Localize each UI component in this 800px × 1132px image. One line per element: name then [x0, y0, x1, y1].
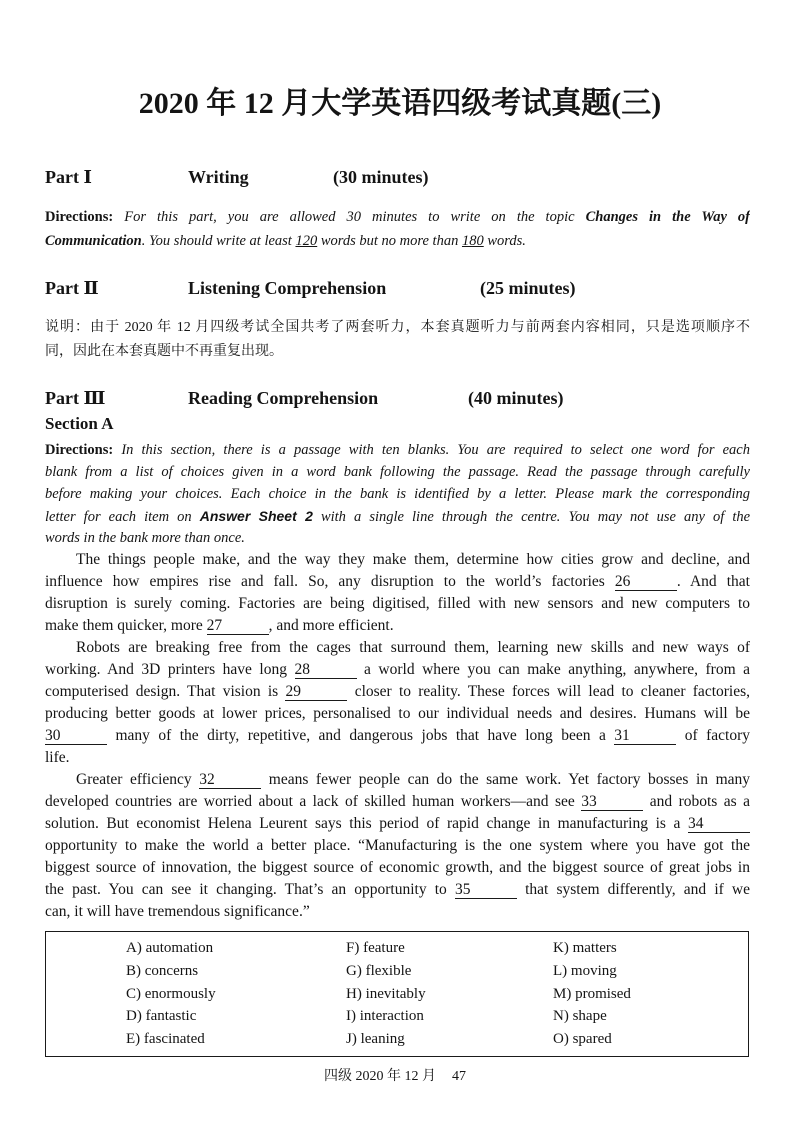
listening-note: [45, 316, 750, 364]
passage-text: Greater efficiency: [76, 771, 192, 788]
word-bank-item: [346, 960, 553, 983]
choice-letter: F): [346, 940, 360, 956]
directions-text: with a single line through the centre. You may not use any of the: [320, 509, 750, 525]
blank-29: 29: [285, 683, 347, 701]
choice-word: concerns: [144, 962, 199, 979]
section-a-directions: [45, 439, 750, 549]
directions-text: letter for each item on: [45, 509, 192, 525]
passage-line: [45, 681, 750, 703]
word-bank-item: [553, 983, 748, 1006]
passage-line: [45, 769, 750, 791]
part-3-heading: [0, 387, 800, 409]
word-bank-item: [553, 937, 748, 960]
passage-line: [45, 725, 750, 747]
passage-line: [45, 571, 750, 593]
directions-text: blank from a list of choices given in a word bank following the passage. Read the passage through carefully: [45, 464, 750, 480]
part-1-time: (30 minutes): [333, 167, 429, 187]
writing-topic: Communication: [45, 233, 142, 249]
passage-text: biggest source of innovation, the biggest source of economic growth, and the biggest source of great jobs in: [45, 859, 750, 876]
choice-letter: C): [126, 985, 141, 1002]
word-bank-item: [553, 1005, 748, 1028]
directions-line: [45, 461, 750, 483]
choice-letter: O): [553, 1031, 569, 1048]
word-bank-item: [346, 983, 553, 1006]
passage-line: [45, 879, 750, 901]
directions-line: [45, 205, 750, 229]
blank-26: 26: [615, 573, 677, 591]
choice-letter: J): [346, 1031, 357, 1048]
passage-line: [45, 615, 750, 637]
directions-label: Directions:: [45, 209, 114, 225]
part-3-label: Part Ⅲ: [45, 388, 106, 408]
blank-35: 35: [455, 881, 517, 899]
choice-letter: G): [346, 962, 362, 979]
choice-word: matters: [572, 940, 617, 956]
choice-word: fantastic: [145, 1008, 197, 1025]
passage-text: working. And 3D printers have long: [45, 661, 287, 678]
passage-text: that system differently, and if we: [525, 881, 750, 898]
blank-30: 30: [45, 727, 107, 745]
part-2-label: Part Ⅱ: [45, 278, 99, 298]
directions-text: before making your choices. Each choice in the bank is identified by a letter. Please mark the corresponding: [45, 486, 750, 502]
choice-word: feature: [363, 940, 405, 956]
passage-text: opportunity to make the world a better place. “Manufacturing is the one system where you have got the: [45, 837, 750, 854]
passage-text: the past. You can see it changing. That’s an opportunity to: [45, 881, 447, 898]
passage-line: [45, 857, 750, 879]
passage-line: [45, 703, 750, 725]
passage-line: [45, 747, 750, 769]
passage-text: solution. But economist Helena Leurent says this period of rapid change in manufacturing is a: [45, 815, 681, 832]
directions-label: Directions:: [45, 442, 114, 458]
word-bank-item: [346, 1028, 553, 1051]
choice-word: shape: [572, 1008, 607, 1025]
passage-text: make them quicker, more: [45, 617, 203, 634]
directions-line: [45, 505, 750, 527]
section-a-title: Section A: [45, 414, 114, 433]
choice-word: inevitably: [365, 985, 426, 1002]
blank-27: 27: [207, 617, 269, 635]
choice-letter: A): [126, 940, 142, 956]
max-words: 180: [461, 233, 484, 249]
word-bank: [45, 931, 749, 1057]
passage-line: [45, 835, 750, 857]
passage-line: [45, 791, 750, 813]
choice-word: spared: [572, 1031, 612, 1048]
directions-text: words.: [487, 233, 526, 249]
part-2-heading: [0, 277, 800, 299]
page-footer: [0, 1066, 790, 1088]
word-bank-item: [126, 960, 346, 983]
footer-text: 四级 2020 年 12 月: [324, 1069, 436, 1084]
passage-text: developed countries are worried about a lack of skilled human workers—and see: [45, 793, 575, 810]
note-line: 同，因此在本套真题中不再重复出现。: [45, 344, 283, 359]
choice-word: moving: [570, 962, 617, 979]
passage-text: of factory: [684, 727, 750, 744]
choice-word: interaction: [359, 1008, 424, 1025]
choice-word: automation: [145, 940, 214, 956]
passage-text: Robots are breaking free from the cages that surround them, learning new skills and new ways of: [76, 639, 750, 656]
passage-line: [45, 637, 750, 659]
directions-text: For this part, you are allowed 30 minutes to write on the topic: [124, 209, 575, 225]
passage-line: [45, 813, 750, 835]
writing-topic: Changes in the Way of: [585, 209, 750, 225]
choice-letter: N): [553, 1008, 569, 1025]
part-1-heading: [0, 166, 800, 188]
part-2-name: Listening Comprehension: [188, 278, 387, 298]
choice-word: fascinated: [143, 1031, 205, 1048]
directions-text: words but no more than: [320, 233, 459, 249]
choice-letter: M): [553, 985, 572, 1002]
passage-text: a world where you can make anything, anywhere, from a: [364, 661, 750, 678]
word-bank-item: [346, 937, 553, 960]
choice-word: enormously: [144, 985, 216, 1002]
choice-word: flexible: [365, 962, 412, 979]
passage-text: closer to reality. These forces will lead to cleaner factories,: [354, 683, 750, 700]
directions-text: In this section, there is a passage with ten blanks. You are required to select one word for each: [121, 442, 750, 458]
choice-letter: B): [126, 962, 141, 979]
blank-31: 31: [614, 727, 676, 745]
blank-33: 33: [581, 793, 643, 811]
passage-line: [45, 659, 750, 681]
passage-text: life.: [45, 749, 70, 766]
passage-text: The things people make, and the way they make them, determine how cities grow and decline, and: [76, 551, 750, 568]
part-3-time: (40 minutes): [468, 388, 564, 408]
directions-line: [45, 483, 750, 505]
word-bank-item: [126, 1028, 346, 1051]
choice-letter: K): [553, 940, 569, 956]
choice-letter: E): [126, 1031, 141, 1048]
passage-text: many of the dirty, repetitive, and dangerous jobs that have long been a: [115, 727, 606, 744]
passage-text: can, it will have tremendous significance.”: [45, 903, 310, 920]
passage-line: [45, 901, 750, 923]
directions-text: words in the bank more than once.: [45, 530, 245, 546]
directions-text: . You should write at least: [141, 233, 292, 249]
reading-passage: [45, 549, 750, 923]
passage-text: . And that: [676, 573, 750, 590]
word-bank-item: [553, 1028, 748, 1051]
choice-letter: I): [346, 1008, 356, 1025]
passage-line: [45, 549, 750, 571]
answer-sheet-label: Answer Sheet 2: [199, 508, 313, 524]
part-1-label: Part Ⅰ: [45, 167, 92, 187]
part-3-name: Reading Comprehension: [188, 388, 379, 408]
passage-text: and robots as a: [649, 793, 750, 810]
choice-letter: D): [126, 1008, 142, 1025]
choice-letter: H): [346, 985, 362, 1002]
passage-text: disruption is surely coming. Factories are being digitised, filled with new sensors and new computers to: [45, 595, 750, 612]
directions-line: [45, 229, 750, 253]
part-1-directions: [45, 205, 750, 253]
choice-word: promised: [575, 985, 631, 1002]
blank-32: 32: [199, 771, 261, 789]
page-number: 47: [452, 1069, 466, 1084]
note-line: 说明：由于 2020 年 12 月四级考试全国共考了两套听力，本套真题听力与前两套内容相同，只是选项顺序不: [45, 320, 750, 335]
blank-34: 34: [688, 815, 750, 833]
choice-word: leaning: [360, 1031, 405, 1048]
directions-line: [45, 527, 750, 549]
passage-text: means fewer people can do the same work. Yet factory bosses in many: [268, 771, 750, 788]
passage-text: influence how empires rise and fall. So, any disruption to the world’s factories: [45, 573, 605, 590]
word-bank-item: [346, 1005, 553, 1028]
word-bank-item: [553, 960, 748, 983]
passage-text: computerised design. That vision is: [45, 683, 279, 700]
part-1-name: Writing: [188, 167, 249, 187]
word-bank-item: [126, 1005, 346, 1028]
part-2-time: (25 minutes): [480, 278, 576, 298]
min-words: 120: [295, 233, 318, 249]
passage-line: [45, 593, 750, 615]
blank-28: 28: [295, 661, 357, 679]
word-bank-item: [126, 983, 346, 1006]
passage-text: , and more efficient.: [268, 617, 394, 634]
word-bank-item: [126, 937, 346, 960]
choice-letter: L): [553, 962, 568, 979]
directions-line: [45, 439, 750, 461]
passage-text: producing better goods at lower prices, personalised to our individual needs and desires. Humans will be: [45, 705, 750, 722]
page-title: 2020 年 12 月大学英语四级考试真题(三): [138, 87, 662, 120]
